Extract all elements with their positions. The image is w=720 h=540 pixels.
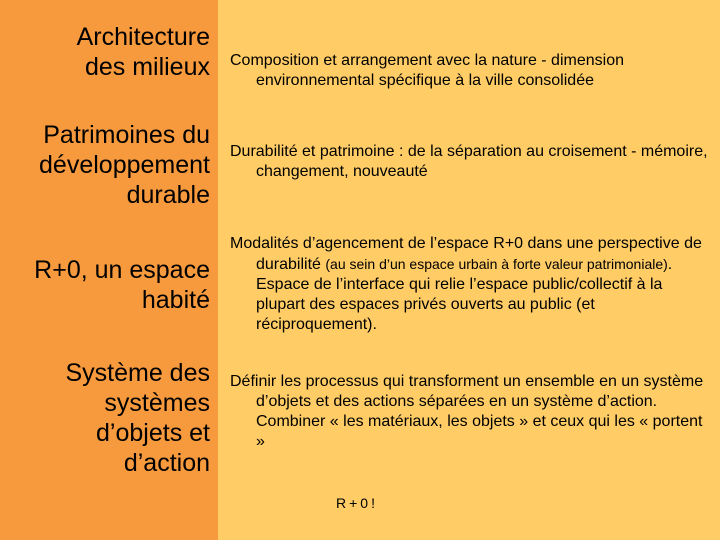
topic-line: habité — [141, 286, 210, 314]
topic-line: d’objets et — [96, 419, 210, 447]
topic-line: systèmes — [104, 389, 210, 417]
topic-line: R+0, un espace — [34, 256, 210, 284]
topic-line: des milieux — [84, 53, 210, 81]
footer-text: R+0! — [336, 495, 378, 511]
topic-architecture — [77, 22, 210, 82]
topic-line: développement — [39, 151, 210, 179]
topic-systeme — [65, 358, 210, 478]
description-r0-espace — [230, 234, 715, 335]
description-systeme: Définir les processus qui transforment un ensemble en un système d’objets et des actions séparées en un système d’action. Combiner « les matériaux, les objets » et ceux qui les « portent » — [230, 373, 704, 450]
topics-column — [0, 0, 218, 540]
topic-line: Architecture — [76, 23, 210, 51]
description-part: . Espace de l’interface qui relie l’espace public/collectif à la plupart des espaces privés ouverts au public (et réciproquement). — [256, 256, 673, 333]
topic-patrimoines — [39, 120, 210, 210]
description-patrimoines: Durabilité et patrimoine : de la séparation au croisement - mémoire, changement, nouveauté — [230, 143, 708, 180]
descriptions-column — [218, 0, 720, 540]
description-aside: (au sein d’un espace urbain à forte valeur patrimoniale) — [325, 256, 668, 272]
topic-line: d’action — [123, 449, 210, 477]
description-architecture: Composition et arrangement avec la nature - dimension environnemental spécifique à la ville consolidée — [230, 52, 624, 89]
topic-r0-espace — [34, 255, 210, 315]
description-part: Modalités d’agencement de l’espace R+0 dans une perspective de durabilité — [230, 235, 702, 273]
topic-line: Système des — [65, 359, 210, 387]
topic-line: Patrimoines du — [43, 121, 210, 149]
topic-line: durable — [126, 181, 210, 209]
